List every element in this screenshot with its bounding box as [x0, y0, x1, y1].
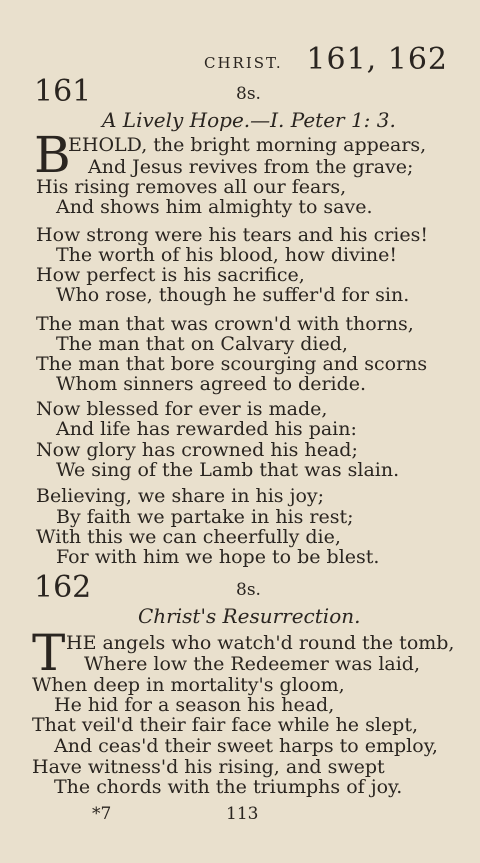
hymn-meter: 8s. [236, 84, 261, 104]
verse-line: Believing, we share in his joy; [36, 485, 325, 507]
signature-mark: *7 [92, 804, 112, 824]
verse-line: And Jesus revives from the grave; [88, 156, 414, 178]
verse-line: When deep in mortality's gloom, [32, 674, 345, 696]
verse-line: The man that was crown'd with thorns, [36, 313, 414, 335]
verse-line: How perfect is his sacrifice, [36, 264, 305, 286]
drop-cap: T [32, 624, 66, 682]
hymn-meter: 8s. [236, 580, 261, 600]
verse-line: The chords with the triumphs of joy. [54, 776, 403, 798]
verse-line: HE angels who watch'd round the tomb, [66, 632, 455, 654]
verse-line: And shows him almighty to save. [56, 196, 373, 218]
hymn-number: 162 [34, 570, 92, 605]
hymn-number: 161 [34, 74, 92, 109]
hymn-title: Christ's Resurrection. [138, 604, 361, 628]
verse-line: We sing of the Lamb that was slain. [56, 459, 400, 481]
verse-line: The man that bore scourging and scorns [36, 353, 428, 375]
verse-line: How strong were his tears and his cries! [36, 224, 429, 246]
running-head-hymn-numbers: 161, 162 [306, 42, 448, 77]
verse-line: He hid for a season his head, [54, 694, 335, 716]
verse-line: With this we can cheerfully die, [36, 526, 341, 548]
verse-line: Who rose, though he suffer'd for sin. [56, 284, 410, 306]
running-head-title: CHRIST. [204, 54, 283, 72]
verse-line: His rising removes all our fears, [36, 176, 347, 198]
verse-line: By faith we partake in his rest; [56, 506, 354, 528]
verse-line: Now glory has crowned his head; [36, 439, 358, 461]
verse-line: The worth of his blood, how divine! [56, 244, 398, 266]
verse-line: That veil'd their fair face while he slept, [32, 714, 418, 736]
page-number: 113 [226, 804, 259, 824]
verse-line: EHOLD, the bright morning appears, [68, 134, 427, 156]
verse-line: And ceas'd their sweet harps to employ, [54, 735, 438, 757]
verse-line: Where low the Redeemer was laid, [84, 653, 420, 675]
hymn-title: A Lively Hope.—I. Peter 1: 3. [102, 108, 396, 132]
page-footer [0, 800, 480, 830]
verse-line: Whom sinners agreed to deride. [56, 373, 367, 395]
verse-line: Now blessed for ever is made, [36, 398, 328, 420]
drop-cap: B [34, 126, 71, 184]
verse-line: The man that on Calvary died, [56, 333, 348, 355]
verse-line: And life has rewarded his pain: [56, 418, 357, 440]
verse-line: For with him we hope to be blest. [56, 546, 380, 568]
verse-line: Have witness'd his rising, and swept [32, 756, 385, 778]
